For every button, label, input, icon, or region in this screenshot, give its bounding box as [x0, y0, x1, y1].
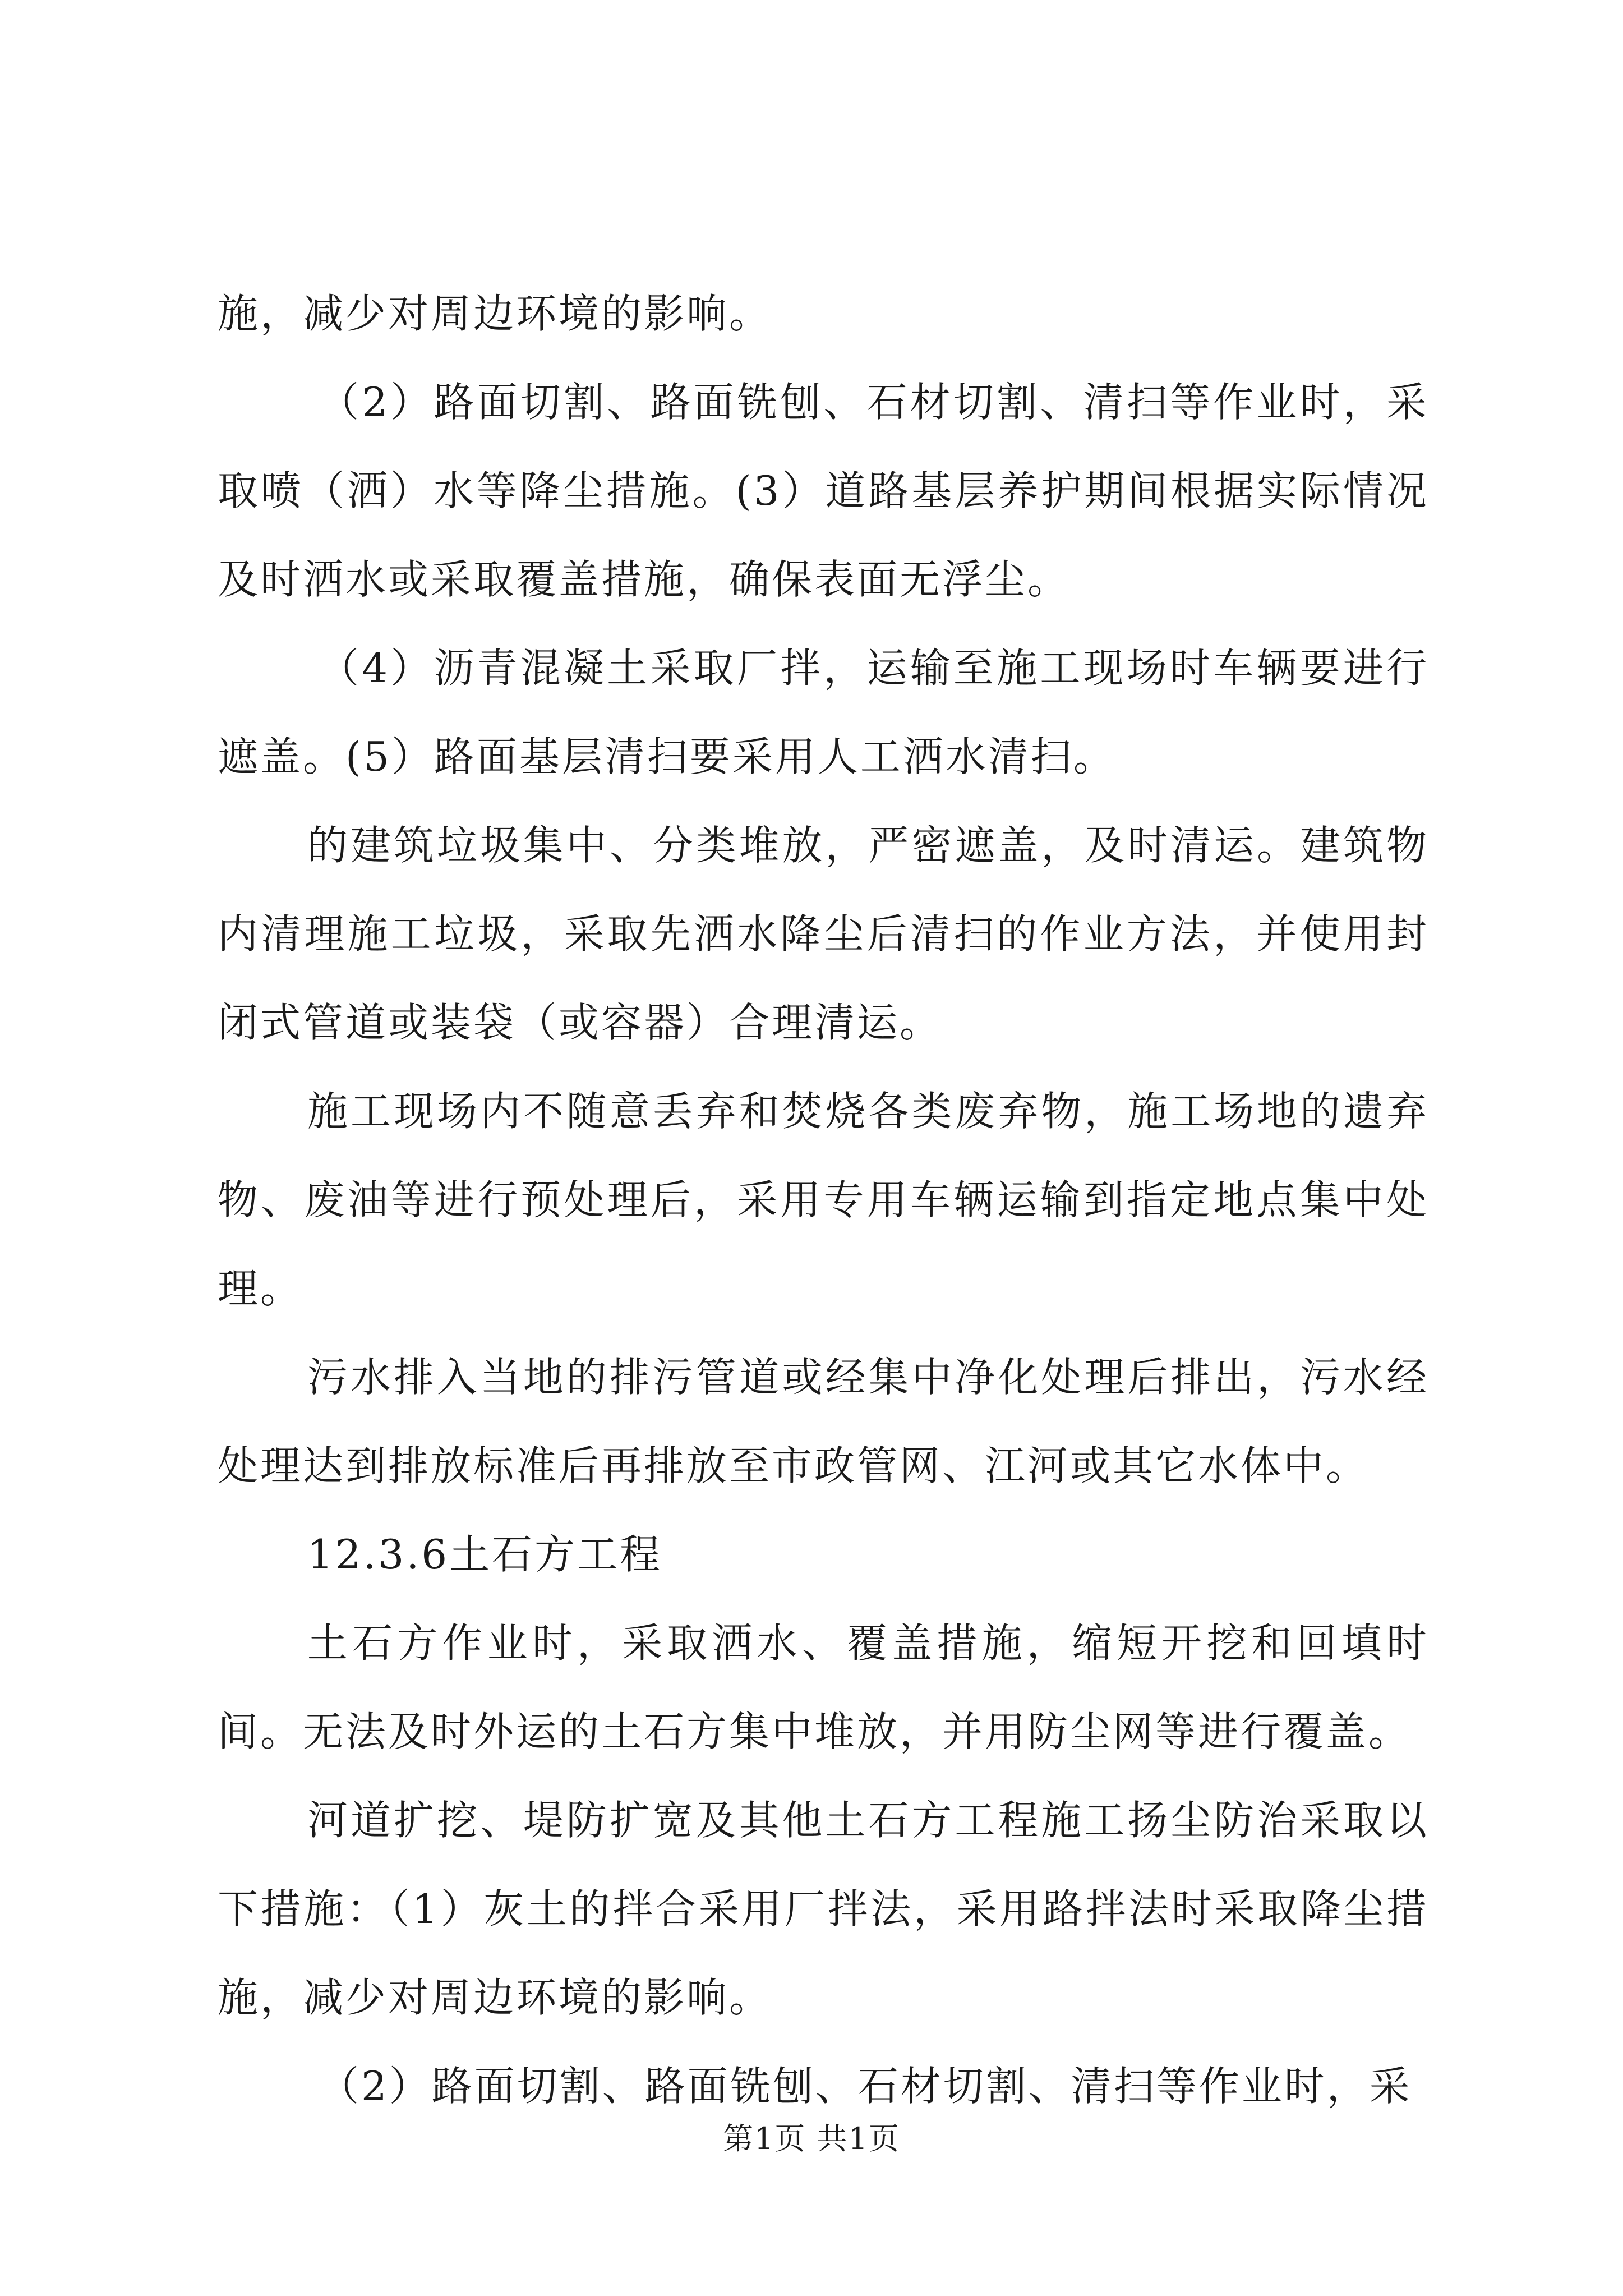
paragraph-sewage: 污水排入当地的排污管道或经集中净化处理后排出，污水经处理达到排放标准后再排放至市政管网、江河或其它水体中。	[218, 1354, 1429, 1489]
paragraph-construction-waste: 的建筑垃圾集中、分类堆放，严密遮盖，及时清运。建筑物内清理施工垃圾，采取先洒水降尘后清扫的作业方法，并使用封闭式管道或装袋（或容器）合理清运。	[218, 822, 1429, 1046]
section-heading: 12.3.6土石方工程	[307, 1531, 663, 1578]
paragraph-earthwork: 土石方作业时，采取洒水、覆盖措施，缩短开挖和回填时间。无法及时外运的土石方集中堆放，并用防尘网等进行覆盖。	[218, 1619, 1429, 1755]
paragraph-cutting-dust: （2）路面切割、路面铣刨、石材切割、清扫等作业时，采取喷（洒）水等降尘措施。(3）道路基层养护期间根据实际情况及时洒水或采取覆盖措施，确保表面无浮尘。	[218, 379, 1429, 603]
paragraph-asphalt: （4）沥青混凝土采取厂拌，运输至施工现场时车辆要进行遮盖。(5）路面基层清扫要采用人工洒水清扫。	[218, 645, 1429, 780]
paragraph-continuation: 施，减少对周边环境的影响。	[218, 290, 772, 337]
paragraph-river-works: 河道扩挖、堤防扩宽及其他土石方工程施工扬尘防治采取以下措施：（1）灰土的拌合采用厂拌法，采用路拌法时采取降尘措施，减少对周边环境的影响。	[218, 1797, 1429, 2021]
document-body	[218, 269, 1429, 2131]
page-footer: 第1页 共1页	[723, 2121, 900, 2156]
paragraph-waste-disposal: 施工现场内不随意丢弃和焚烧各类废弃物，施工场地的遗弃物、废油等进行预处理后，采用专用车辆运输到指定地点集中处理。	[218, 1088, 1429, 1312]
paragraph-cutting-dust-repeat: （2）路面切割、路面铣刨、石材切割、清扫等作业时，采	[319, 2063, 1412, 2110]
